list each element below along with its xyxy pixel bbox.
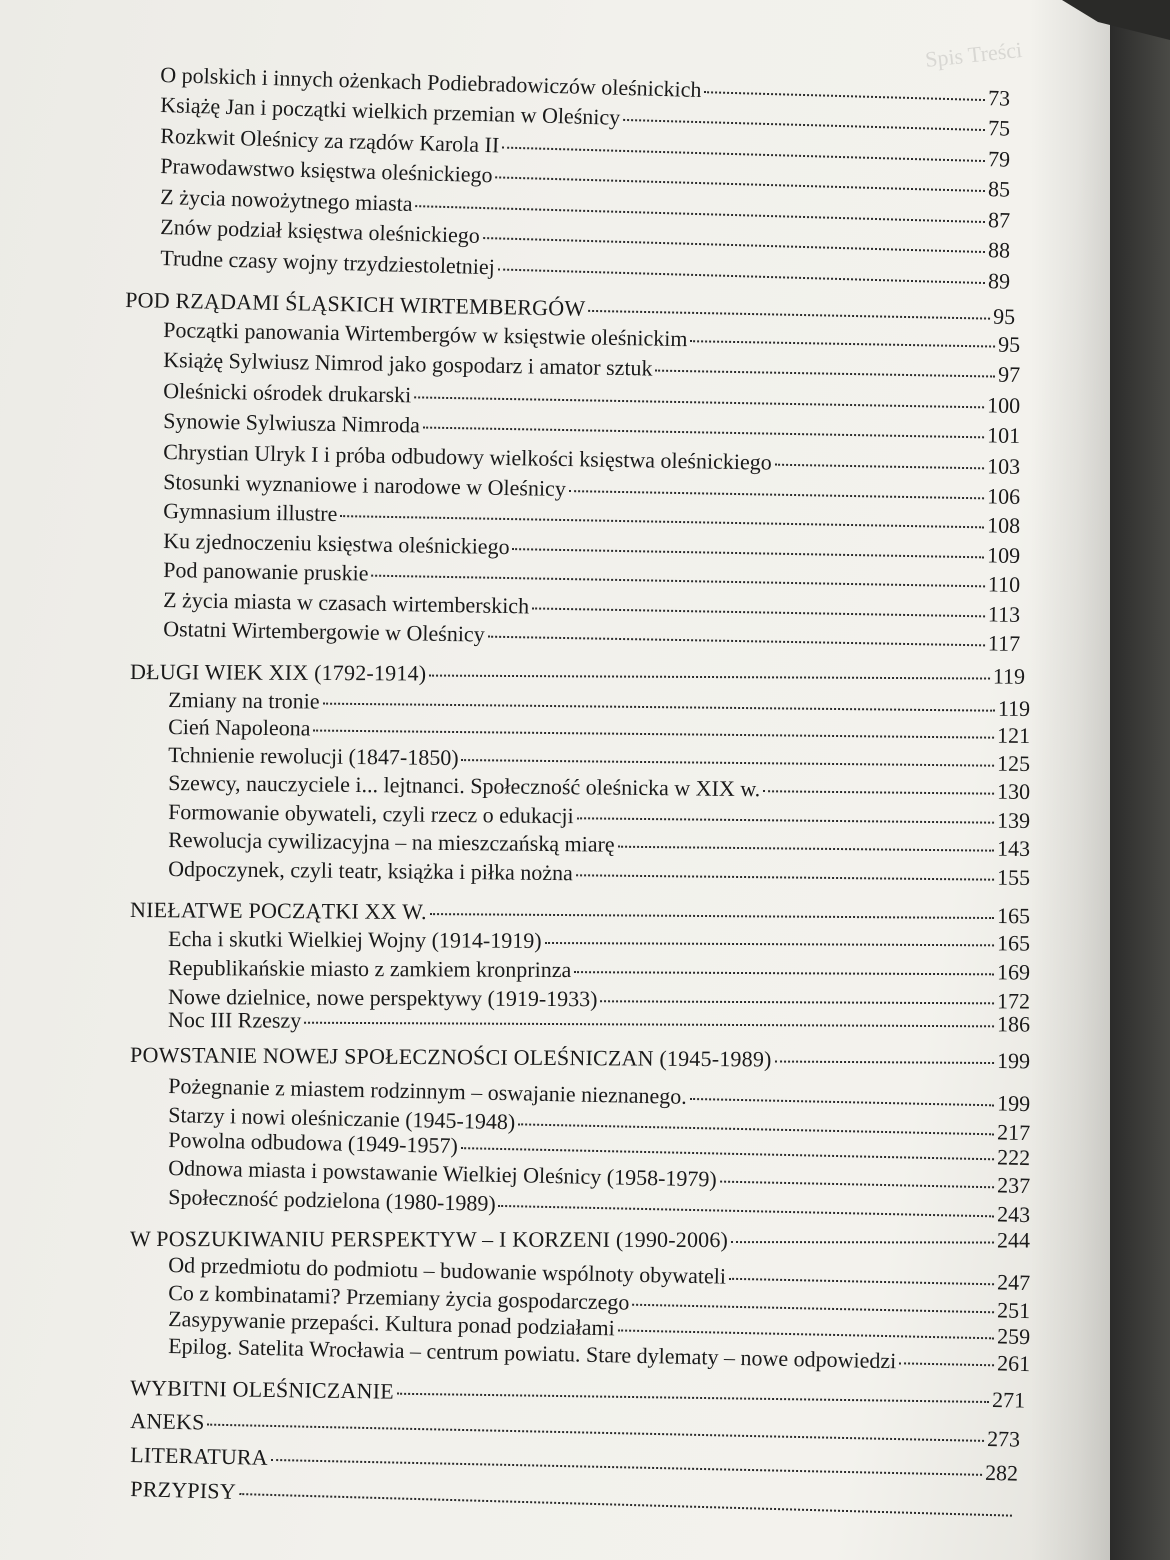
toc-entry-title: Książę Jan i początki wielkich przemian w Oleśnicy — [160, 92, 621, 130]
toc-entry-title: Z życia miasta w czasach wirtemberskich — [163, 587, 530, 619]
toc-leader-dots — [690, 1098, 994, 1106]
toc-entry-page: 75 — [987, 115, 1011, 141]
toc-leader-dots — [690, 340, 995, 347]
toc-entry-title: Synowie Sylwiusza Nimroda — [163, 408, 421, 438]
toc-leader-dots — [588, 310, 990, 320]
toc-entry-page: 95 — [997, 331, 1021, 357]
toc-leader-dots — [462, 759, 995, 767]
toc-leader-dots — [397, 1393, 989, 1403]
toc-entry-title: Chrystian Ulryk I i próba odbudowy wielkości księstwa oleśnickiego — [163, 439, 772, 475]
toc-entry-page: 244 — [997, 1227, 1031, 1253]
toc-entry-page: 125 — [996, 750, 1031, 777]
toc-entry-page: 97 — [997, 361, 1021, 387]
toc-entry-title: Ku zjednoczeniu księstwa oleśnickiego — [163, 528, 510, 560]
toc-entry-title: Co z kombinatami? Przemiany życia gospodarczego — [168, 1280, 630, 1315]
toc-leader-dots — [430, 913, 994, 919]
toc-entry-title: ANEKS — [130, 1408, 205, 1435]
toc-entry — [168, 926, 1030, 957]
toc-leader-dots — [423, 427, 984, 439]
toc-entry-title: O polskich i innych ożenkach Podiebradowiczów oleśnickich — [160, 62, 702, 103]
toc-entry-title: Pod panowanie pruskie — [163, 557, 369, 586]
toc-entry-title: Nowe dzielnice, nowe perspektywy (1919-1933) — [168, 984, 598, 1012]
toc-entry-page: 199 — [996, 1048, 1031, 1074]
toc-leader-dots — [729, 1278, 994, 1286]
toc-entry-title: POD RZĄDAMI ŚLĄSKICH WIRTEMBERGÓW — [125, 287, 586, 321]
toc-leader-dots — [340, 515, 984, 528]
toc-entry-page: 88 — [987, 237, 1011, 263]
toc-entry-page: 271 — [991, 1387, 1026, 1413]
toc-leader-dots — [498, 268, 985, 284]
toc-entry — [168, 856, 1030, 891]
toc-entry-title: LITERATURA — [130, 1442, 269, 1470]
toc-entry-title: DŁUGI WIEK XIX (1792-1914) — [130, 659, 427, 686]
toc-section-entry — [130, 1042, 1030, 1074]
toc-entry-page: 79 — [987, 146, 1011, 172]
toc-leader-dots — [618, 1329, 994, 1339]
toc-entry-title: POWSTANIE NOWEJ SPOŁECZNOŚCI OLEŚNICZAN (1945-1989) — [130, 1042, 772, 1072]
toc-entry-page: 222 — [996, 1144, 1031, 1171]
toc-entry-page: 109 — [986, 542, 1021, 568]
toc-entry-page: 261 — [996, 1350, 1031, 1377]
toc-entry — [168, 955, 1030, 986]
toc-entry-page: 113 — [987, 601, 1021, 627]
toc-entry-page: 119 — [997, 695, 1031, 722]
toc-entry-title: Z życia nowożytnego miasta — [160, 184, 413, 217]
toc-entry-title: Zasypywanie przepaści. Kultura ponad podziałami — [168, 1306, 616, 1341]
toc-entry-page: 186 — [996, 1011, 1031, 1037]
toc-entry-page: 95 — [992, 303, 1016, 330]
toc-leader-dots — [775, 1060, 994, 1064]
toc-section-entry — [130, 897, 1030, 929]
toc-entry-page: 106 — [986, 483, 1021, 509]
toc-entry-title: Tchnienie rewolucji (1847-1850) — [168, 742, 459, 771]
toc-entry-title: Epilog. Satelita Wrocławia – centrum powiatu. Stare dylematy – nowe odpowiedzi — [168, 1333, 897, 1374]
toc-entry-title: Noc III Rzeszy — [168, 1007, 302, 1033]
toc-entry-page: 247 — [996, 1269, 1031, 1296]
toc-entry-title: Gymnasium illustre — [163, 498, 338, 527]
toc-leader-dots — [632, 1304, 994, 1314]
toc-entry-page: 259 — [996, 1323, 1031, 1350]
toc-entry-page: 199 — [996, 1090, 1031, 1117]
toc-leader-dots — [763, 790, 994, 794]
toc-entry-title: Szewcy, nauczyciele i... lejtnanci. Społeczność oleśnicka w XIX w. — [168, 770, 761, 802]
toc-section-entry — [130, 659, 1025, 690]
toc-entry-title: Rozkwit Oleśnicy za rządów Karola II — [160, 123, 500, 158]
toc-leader-dots — [304, 1022, 994, 1028]
toc-entry — [168, 1007, 1030, 1038]
toc-entry-page: 103 — [986, 453, 1021, 479]
toc-entry-page: 155 — [996, 864, 1031, 891]
toc-leader-dots — [414, 396, 984, 408]
toc-leader-dots — [323, 703, 995, 712]
toc-entry-title: Pożegnanie z miastem rodzinnym – oswajanie nieznanego. — [168, 1073, 688, 1109]
toc-leader-dots — [429, 675, 990, 680]
toc-entry-title: W POSZUKIWANIU PERSPEKTYW – I KORZENI (1990-2006) — [130, 1226, 729, 1253]
toc-entry-title: Echa i skutki Wielkiej Wojny (1914-1919) — [168, 926, 542, 953]
toc-entry-title: WYBITNI OLEŚNICZANIE — [130, 1375, 395, 1404]
toc-leader-dots — [208, 1424, 985, 1442]
toc-entry-page: 101 — [986, 422, 1021, 448]
toc-entry-title: Prawodawstwo księstwa oleśnickiego — [160, 153, 493, 188]
toc-entry-title: Trudne czasy wojny trzydziestoletniej — [160, 245, 496, 280]
toc-entry-title: Znów podział księstwa oleśnickiego — [160, 214, 481, 248]
toc-entry-title: Społeczność podzielona (1980-1989) — [168, 1184, 496, 1216]
toc-entry-page: 73 — [987, 85, 1011, 111]
toc-entry-page: 251 — [996, 1297, 1031, 1324]
toc-entry-page: 243 — [996, 1201, 1031, 1228]
toc-entry-page: 237 — [996, 1172, 1031, 1199]
toc-leader-dots — [601, 1000, 995, 1004]
toc-entry-title: Książę Sylwiusz Nimrod jako gospodarz i amator sztuk — [163, 347, 653, 381]
toc-entry-page: 165 — [996, 903, 1031, 929]
toc-entry-page: 143 — [996, 835, 1031, 862]
toc-leader-dots — [704, 91, 985, 101]
toc-entry-title: Powolna odbudowa (1949-1957) — [168, 1127, 459, 1159]
toc-entry-page: 121 — [996, 722, 1031, 749]
toc-leader-dots — [502, 147, 985, 162]
toc-leader-dots — [775, 464, 984, 470]
toc-entry-title: Rewolucja cywilizacyjna – na mieszczańską miarę — [168, 827, 615, 857]
toc-leader-dots — [415, 205, 985, 223]
toc-entry-page: 217 — [996, 1119, 1031, 1146]
toc-section-entry — [130, 1226, 1030, 1254]
toc-entry-page: 169 — [996, 959, 1031, 985]
toc-entry-page: 87 — [987, 207, 1011, 233]
toc-leader-dots — [532, 607, 985, 617]
toc-leader-dots — [576, 874, 994, 880]
toc-leader-dots — [577, 817, 994, 823]
toc-entry-title: Cień Napoleona — [168, 714, 311, 741]
toc-leader-dots — [720, 1181, 994, 1189]
toc-leader-dots — [499, 1205, 994, 1217]
toc-entry-title: Odnowa miasta i powstawanie Wielkiej Oleśnicy (1958-1979) — [168, 1155, 718, 1192]
toc-entry-page: 139 — [996, 807, 1031, 834]
toc-leader-dots — [545, 942, 994, 946]
toc-leader-dots — [513, 548, 985, 558]
toc-entry-title: Zmiany na tronie — [168, 687, 320, 714]
toc-leader-dots — [518, 1123, 994, 1135]
toc-entry-title: Stosunki wyznaniowe i narodowe w Oleśnicy — [163, 469, 567, 502]
toc-leader-dots — [239, 1493, 1012, 1517]
toc-entry-page: 108 — [986, 512, 1021, 538]
toc-entry-page: 110 — [987, 571, 1021, 597]
toc-entry-page: 89 — [987, 268, 1011, 294]
toc-entry-title: Republikańskie miasto z zamkiem kronprinza — [168, 955, 572, 983]
toc-entry-page: 100 — [986, 392, 1021, 418]
toc-leader-dots — [271, 1459, 982, 1476]
toc-entry-title: Początki panowania Wirtembergów w księstwie oleśnickim — [163, 317, 688, 352]
toc-entry-title: Formowanie obywateli, czyli rzecz o edukacji — [168, 799, 574, 829]
toc-leader-dots — [488, 636, 985, 647]
toc-entry-page: 165 — [996, 930, 1031, 956]
toc-leader-dots — [569, 490, 984, 499]
toc-leader-dots — [483, 237, 985, 253]
toc-leader-dots — [371, 575, 984, 588]
toc-entry-title: Odpoczynek, czyli teatr, książka i piłka nożna — [168, 856, 573, 886]
toc-entry-title: NIEŁATWE POCZĄTKI XX W. — [130, 897, 427, 925]
toc-leader-dots — [899, 1362, 994, 1366]
toc-entry-page: 117 — [987, 630, 1021, 656]
ghost-header: Spis Treści — [923, 36, 1024, 73]
toc-entry-page: 172 — [996, 988, 1031, 1014]
toc-leader-dots — [496, 176, 985, 192]
toc-entry-title: Ostatni Wirtembergowie w Oleśnicy — [163, 616, 485, 647]
toc-entry-page: 130 — [996, 778, 1031, 805]
toc-entry-page: 273 — [986, 1425, 1021, 1452]
toc-leader-dots — [574, 971, 994, 975]
toc-entry-title: PRZYPISY — [130, 1476, 237, 1504]
toc-leader-dots — [656, 370, 996, 378]
toc-leader-dots — [618, 846, 994, 852]
toc-leader-dots — [313, 730, 994, 739]
toc-entry-page: 119 — [992, 663, 1026, 689]
toc-leader-dots — [731, 1241, 994, 1243]
toc-entry-title: Starzy i nowi oleśniczanie (1945-1948) — [168, 1102, 516, 1135]
toc-leader-dots — [461, 1147, 994, 1160]
toc-entry-page: 85 — [987, 176, 1011, 202]
toc-leader-dots — [623, 119, 985, 131]
toc-entry-title: Od przedmiotu do podmiotu – budowanie wspólnoty obywateli — [168, 1252, 727, 1289]
toc-section-entry — [130, 1375, 1025, 1413]
toc-entry-page: 282 — [984, 1459, 1019, 1486]
toc-entry-title: Oleśnicki ośrodek drukarski — [163, 378, 412, 408]
